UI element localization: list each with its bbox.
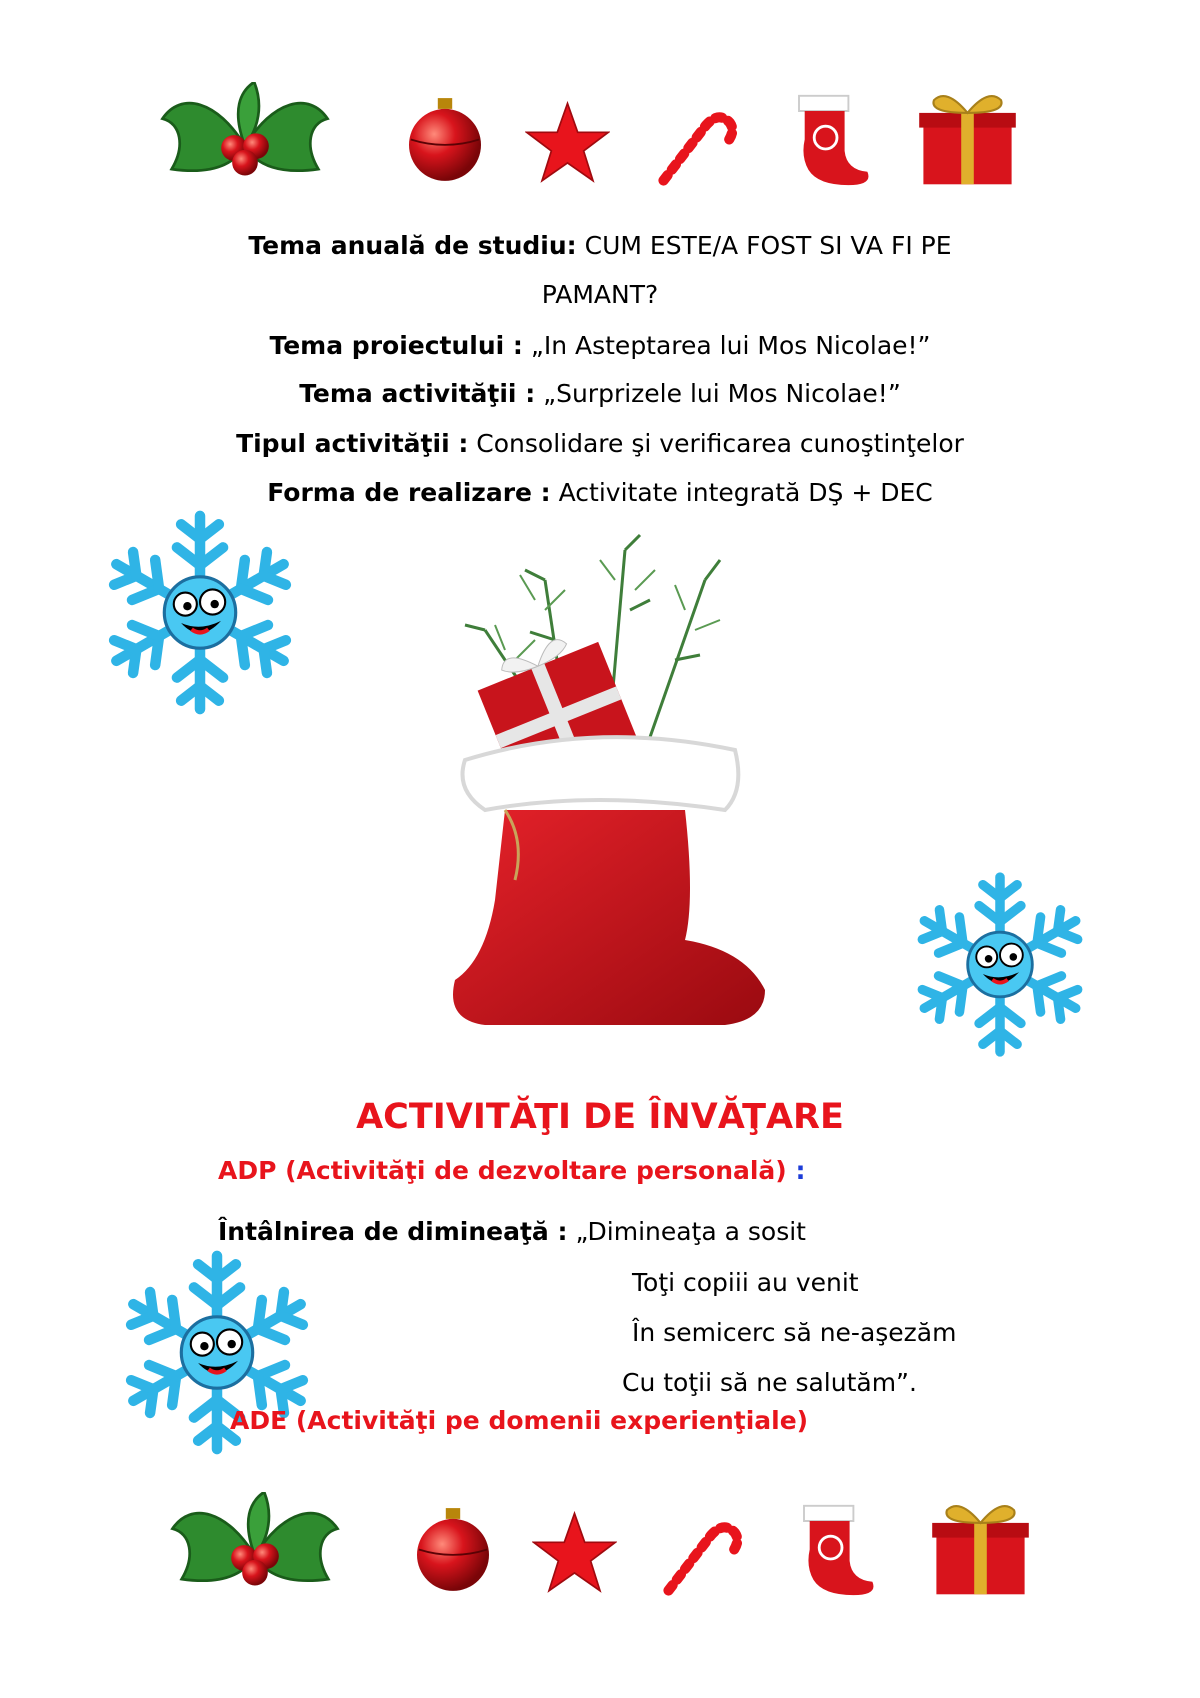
activity-theme-line <box>0 378 1200 410</box>
snowflake-icon <box>95 500 305 725</box>
poem-line-3: În semicerc să ne-aşezăm <box>632 1318 957 1347</box>
project-label: Tema proiectului : <box>269 331 523 360</box>
morning-meeting-label: Întâlnirea de dimineaţă : <box>218 1217 568 1246</box>
top-decoration-row <box>150 72 1050 192</box>
type-value: Consolidare şi verificarea cunoştinţelor <box>476 429 964 458</box>
poem-line-2: Toţi copiii au venit <box>632 1268 859 1297</box>
activity-label: Tema activităţii : <box>299 379 536 408</box>
type-label: Tipul activităţii : <box>236 429 469 458</box>
poem-line-1: „Dimineaţa a sosit <box>575 1217 806 1246</box>
gift-icon <box>915 80 1020 192</box>
adp-heading: ADP (Activităţi de dezvoltare personală) <box>218 1156 787 1185</box>
holly-icon <box>160 1492 350 1602</box>
annual-theme-value: CUM ESTE/A FOST SI VA FI PE <box>584 231 952 260</box>
activity-value: „Surprizele lui Mos Nicolae!” <box>543 379 901 408</box>
snowflake-icon <box>905 862 1095 1067</box>
stocking-icon <box>780 87 875 192</box>
bottom-decoration-row <box>160 1482 1060 1602</box>
gift-icon <box>928 1490 1033 1602</box>
project-value: „In Asteptarea lui Mos Nicolae!” <box>530 331 931 360</box>
annual-theme-value-cont: PAMANT? <box>541 280 659 309</box>
ade-heading: ADE (Activităţi pe domenii experienţiale) <box>230 1406 809 1435</box>
form-label: Forma de realizare : <box>267 478 551 507</box>
adp-heading-line <box>218 1155 805 1187</box>
annual-theme-label: Tema anuală de studiu: <box>248 231 577 260</box>
ornament-ball-icon <box>408 1502 498 1597</box>
ornament-ball-icon <box>400 92 490 187</box>
activity-type-line <box>0 428 1200 460</box>
morning-meeting-line <box>218 1216 806 1248</box>
project-theme-line <box>0 330 1200 362</box>
candy-cane-icon <box>660 1514 745 1599</box>
holly-icon <box>150 82 340 192</box>
annual-theme-line <box>0 230 1200 262</box>
learning-activities-title: ACTIVITĂŢI DE ÎNVĂŢARE <box>356 1097 844 1137</box>
adp-colon: : <box>786 1156 806 1185</box>
santa-boot-icon <box>425 520 785 1060</box>
candy-cane-icon <box>655 104 740 189</box>
stocking-icon <box>785 1497 880 1602</box>
annual-theme-line-2 <box>0 279 1200 311</box>
poem-line-4: Cu toţii să ne salutăm”. <box>622 1368 917 1397</box>
star-icon <box>532 1510 617 1595</box>
form-value: Activitate integrată DŞ + DEC <box>558 478 933 507</box>
star-icon <box>525 100 610 185</box>
